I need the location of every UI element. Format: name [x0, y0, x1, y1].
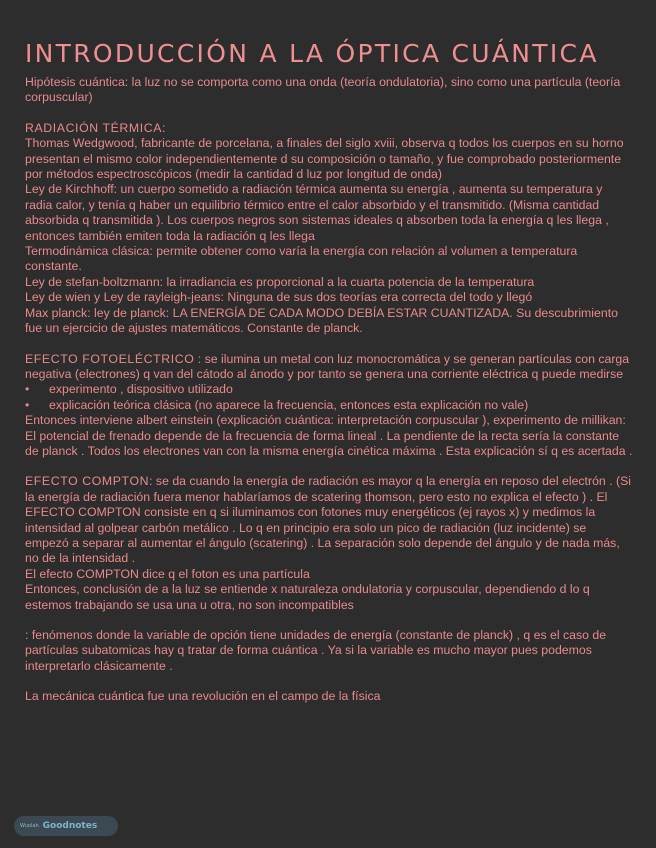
radiacion-paragraph: Termodinámica clásica: permite obtener como varía la energía con relación al volumen a temperatura constante. [25, 244, 578, 274]
radiacion-paragraph: Thomas Wedgwood, fabricante de porcelana, a finales del siglo xviii, observa q todos los cuerpos en su horno presentan el mismo color independientemente d su composición o tamaño, y fue comprobado posteriormente por métodos espectroscópicos (medir la cantidad d luz por longitud de onda) [25, 136, 624, 182]
compton-intro [25, 474, 633, 566]
compton-text: : se da cuando la energía de radiación es mayor q la energía en reposo del electrón . (Si la energía de radiación fuera menor hablaríamos de scatering thomson, pero esto no explica el efecto ) . El EFECTO COMPTON consiste en q si iluminamos con fotones muy energéticos (ej rayos x) y medimos la intensidad al golpear carbón metálico . Lo q en principio era solo un pico de radiación (luz incidente) se empezó a separar al aumentar el ángulo (scatering) . La separación solo depende del ángulo y de nada más, no de la intensidad . [25, 474, 632, 566]
fenomenos-paragraph: : fenómenos donde la variable de opción tiene unidades de energía (constante de planck) , q es el caso de partículas subatomicas hay q tratar de forma cuántica . Ya si la variable es mucho mayor pues podemos interpretarlo clásicamente . [25, 628, 607, 673]
radiacion-paragraph: Ley de wien y Ley de rayleigh-jeans: Ninguna de sus dos teorías era correcta del todo y llegó [25, 290, 533, 305]
fotoelectrico-text: : se ilumina un metal con luz monocromática y se generan partículas con carga negativa (electrones) q van del cátodo al ánodo y por tanto se genera una corriente eléctrica q puede medirse [25, 351, 630, 381]
intro-paragraph: Hipótesis cuántica: la luz no se comporta como una onda (teoría ondulatoria), sino como una partícula (teoría corpuscular) [25, 75, 621, 105]
fotoelectrico-paragraph: Entonces interviene albert einstein (explicación cuántica: interpretación corpuscular ), experimento de millikan: El potencial de frenado depende de la frecuencia de forma lineal . La pendiente de la recta sería la constante de planck . Todos los electrones van con la misma energía cinética máxima . Esta explicación sí q es acertada . [25, 413, 633, 458]
compton-heading: EFECTO COMPTON [25, 474, 150, 489]
goodnotes-logo [14, 816, 118, 836]
compton-paragraph: El efecto COMPTON dice q el foton es una partícula [25, 566, 310, 581]
radiacion-heading: RADIACIÓN TÉRMICA: [25, 120, 167, 135]
bullet-text: explicación teórica clásica (no aparece la frecuencia, entonces esta explicación no vale) [49, 397, 529, 412]
radiacion-paragraph: Ley de stefan-boltzmann: la irradiancia es proporcional a la cuarta potencia de la temperatura [25, 274, 535, 289]
fotoelectrico-heading: EFECTO FOTOELÉCTRICO [25, 351, 195, 366]
radiacion-paragraph: Ley de Kirchhoff: un cuerpo sometido a radiación térmica aumenta su energía , aumenta su temperatura y radia calor, y tenía q haber un equilibrio térmico entre el calor absorbido y el transmitido. (Misma cantidad absorbida q transmitida ). Los cuerpos negros son sistemas ideales q absorben toda la energía q les llega , entonces también emiten toda la radiación q les llega [25, 182, 609, 243]
compton-paragraph: Entonces, conclusión de a la luz se entiende x naturaleza ondulatoria y corpuscular, dependiendo d lo q estemos trabajando se usa una u otra, no son incompatibles [25, 582, 590, 612]
fotoelectrico-intro [25, 352, 633, 383]
page-title: INTRODUCCIÓN A LA ÓPTICA CUÁNTICA [25, 38, 599, 68]
bullet-marker: • [25, 382, 30, 397]
notes-body [25, 75, 633, 705]
list-item [25, 382, 633, 397]
watermark-small-text: Wuolah [20, 823, 39, 829]
list-item [25, 398, 633, 413]
bullet-marker: • [25, 397, 30, 412]
radiacion-paragraph: Max planck: ley de planck: LA ENERGÍA DE CADA MODO DEBÍA ESTAR CUANTIZADA. Su descubrimiento fue un ejercicio de ajustes matemáticos. Constante de planck. [25, 305, 618, 336]
conclusion-paragraph: La mecánica cuántica fue una revolución en el campo de la física [25, 689, 381, 704]
watermark-brand: Goodnotes [42, 821, 98, 831]
bullet-text: experimento , dispositivo utilizado [49, 382, 233, 397]
